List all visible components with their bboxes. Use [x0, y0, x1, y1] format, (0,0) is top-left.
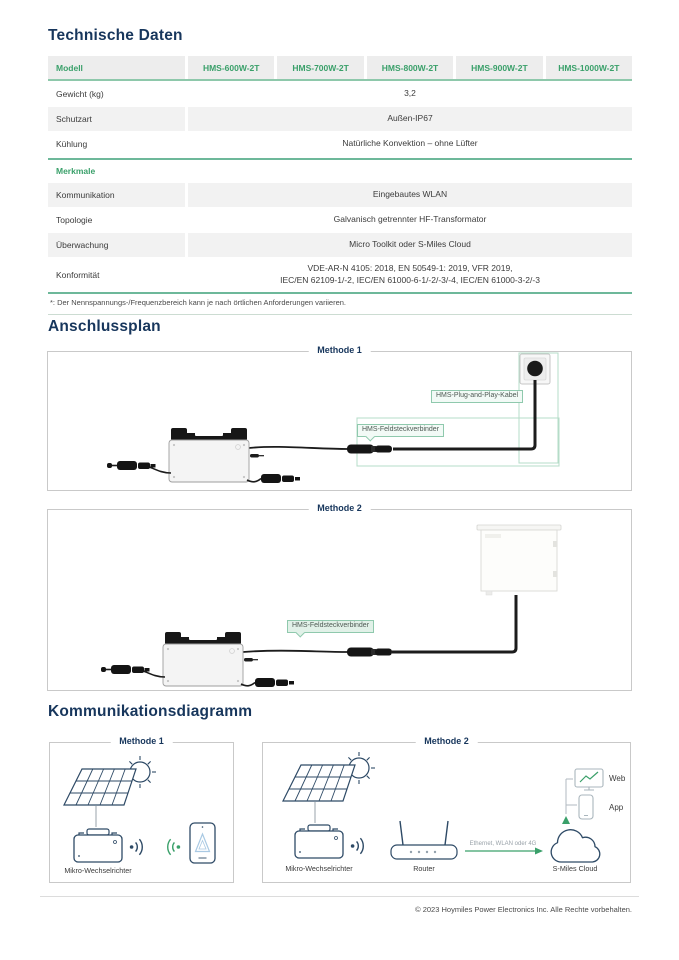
comm-method2-diagram [263, 743, 630, 882]
microinverter-illustration [101, 632, 294, 687]
arrowhead [535, 848, 543, 855]
kommunikationsdiagramm-title: Kommunikationsdiagramm [48, 703, 253, 720]
copyright-text: © 2023 Hoymiles Power Electronics Inc. Alle Rechte vorbehalten. [415, 905, 632, 914]
junction-box-icon [477, 525, 561, 595]
spec-table [48, 56, 632, 315]
row-label: Kühlung [56, 139, 88, 149]
field-connector-label: HMS-Feldsteckverbinder [287, 620, 374, 633]
plug-and-play-cable-label: HMS-Plug-and-Play-Kabel [431, 390, 523, 403]
comm-method1-diagram [50, 743, 233, 882]
wall-socket-icon [520, 354, 550, 384]
up-arrowhead [562, 816, 570, 824]
column-header: HMS-1000W-2T [546, 56, 632, 79]
row-value: Außen-IP67 [188, 107, 632, 131]
row-value: Eingebautes WLAN [188, 183, 632, 207]
wiring-method2-diagram [48, 510, 631, 690]
router-label: Router [413, 864, 435, 873]
ac-cable-inverter-side [249, 447, 348, 449]
section-header-merkmale: Merkmale [48, 158, 632, 182]
app-phone-icon [579, 795, 593, 819]
table-row [48, 107, 632, 131]
field-connector-icon [347, 648, 392, 657]
conformity-line-2: IEC/EN 62109-1/-2, IEC/EN 61000-6-1/-2/-3/-4, IEC/EN 61000-3-2/-3 [280, 274, 540, 285]
conformity-line-1: VDE-AR-N 4105: 2018, EN 50549-1: 2019, VFR 2019, [307, 263, 513, 274]
solar-panel-icon [64, 756, 156, 805]
table-header-row [48, 56, 632, 81]
wifi-signal-icon [168, 839, 180, 855]
column-header-model: Modell [48, 56, 185, 79]
column-header: HMS-900W-2T [456, 56, 542, 79]
web-monitor-icon [575, 769, 603, 790]
ac-cable-inverter-side [243, 651, 348, 652]
solar-panel-icon [283, 752, 375, 801]
anschlussplan-title: Anschlussplan [48, 318, 161, 335]
table-row [48, 132, 632, 156]
row-label: Konformität [56, 269, 100, 280]
column-header: HMS-800W-2T [367, 56, 453, 79]
row-value: 3,2 [404, 88, 416, 99]
row-label: Kommunikation [48, 183, 185, 207]
table-row-conformity [48, 258, 632, 291]
inverter-label: Mikro-Wechselrichter [285, 864, 353, 873]
web-label: Web [609, 774, 626, 783]
microinverter-illustration [107, 428, 300, 483]
column-header: HMS-700W-2T [277, 56, 363, 79]
wiring-method1-diagram [48, 352, 631, 490]
method2-legend: Methode 2 [415, 736, 478, 746]
table-footnote: *: Der Nennspannungs-/Frequenzbereich kann je nach örtlichen Anforderungen variieren. [48, 292, 632, 315]
wifi-signal-icon [351, 838, 363, 854]
row-label: Topologie [56, 215, 93, 225]
table-row [48, 233, 632, 257]
link-label: Ethernet, WLAN oder 4G [469, 841, 537, 847]
comm-method2-box [262, 736, 631, 883]
row-value [188, 258, 632, 291]
row-value: Natürliche Konvektion – ohne Lüfter [342, 138, 478, 149]
table-row [48, 208, 632, 232]
row-label: Schutzart [48, 107, 185, 131]
table-row [48, 183, 632, 207]
app-label: App [609, 803, 624, 812]
row-value: Galvanisch getrennter HF-Transformator [333, 214, 487, 225]
field-connector-label: HMS-Feldsteckverbinder [357, 424, 444, 437]
row-label: Überwachung [48, 233, 185, 257]
wiring-method1-box [47, 345, 632, 491]
cloud-label: S-Miles Cloud [552, 864, 598, 873]
wiring-method2-box [47, 503, 632, 691]
microinverter-icon [295, 825, 343, 858]
cloud-icon [551, 830, 600, 862]
row-label: Gewicht (kg) [56, 89, 104, 99]
microinverter-icon [74, 829, 122, 862]
ac-cable [392, 595, 516, 652]
comm-method1-box [49, 736, 234, 883]
router-icon [391, 821, 457, 859]
table-row [48, 82, 632, 106]
method1-legend: Methode 1 [308, 345, 371, 355]
method2-legend: Methode 2 [308, 503, 371, 513]
inverter-label: Mikro-Wechselrichter [64, 866, 132, 875]
row-value: Micro Toolkit oder S-Miles Cloud [188, 233, 632, 257]
wifi-signal-icon [130, 839, 142, 855]
smartphone-app-icon [190, 823, 215, 863]
tech-data-title: Technische Daten [48, 27, 183, 44]
method1-legend: Methode 1 [110, 736, 173, 746]
footer-divider [40, 896, 639, 897]
field-connector-icon [347, 445, 392, 454]
column-header: HMS-600W-2T [188, 56, 274, 79]
